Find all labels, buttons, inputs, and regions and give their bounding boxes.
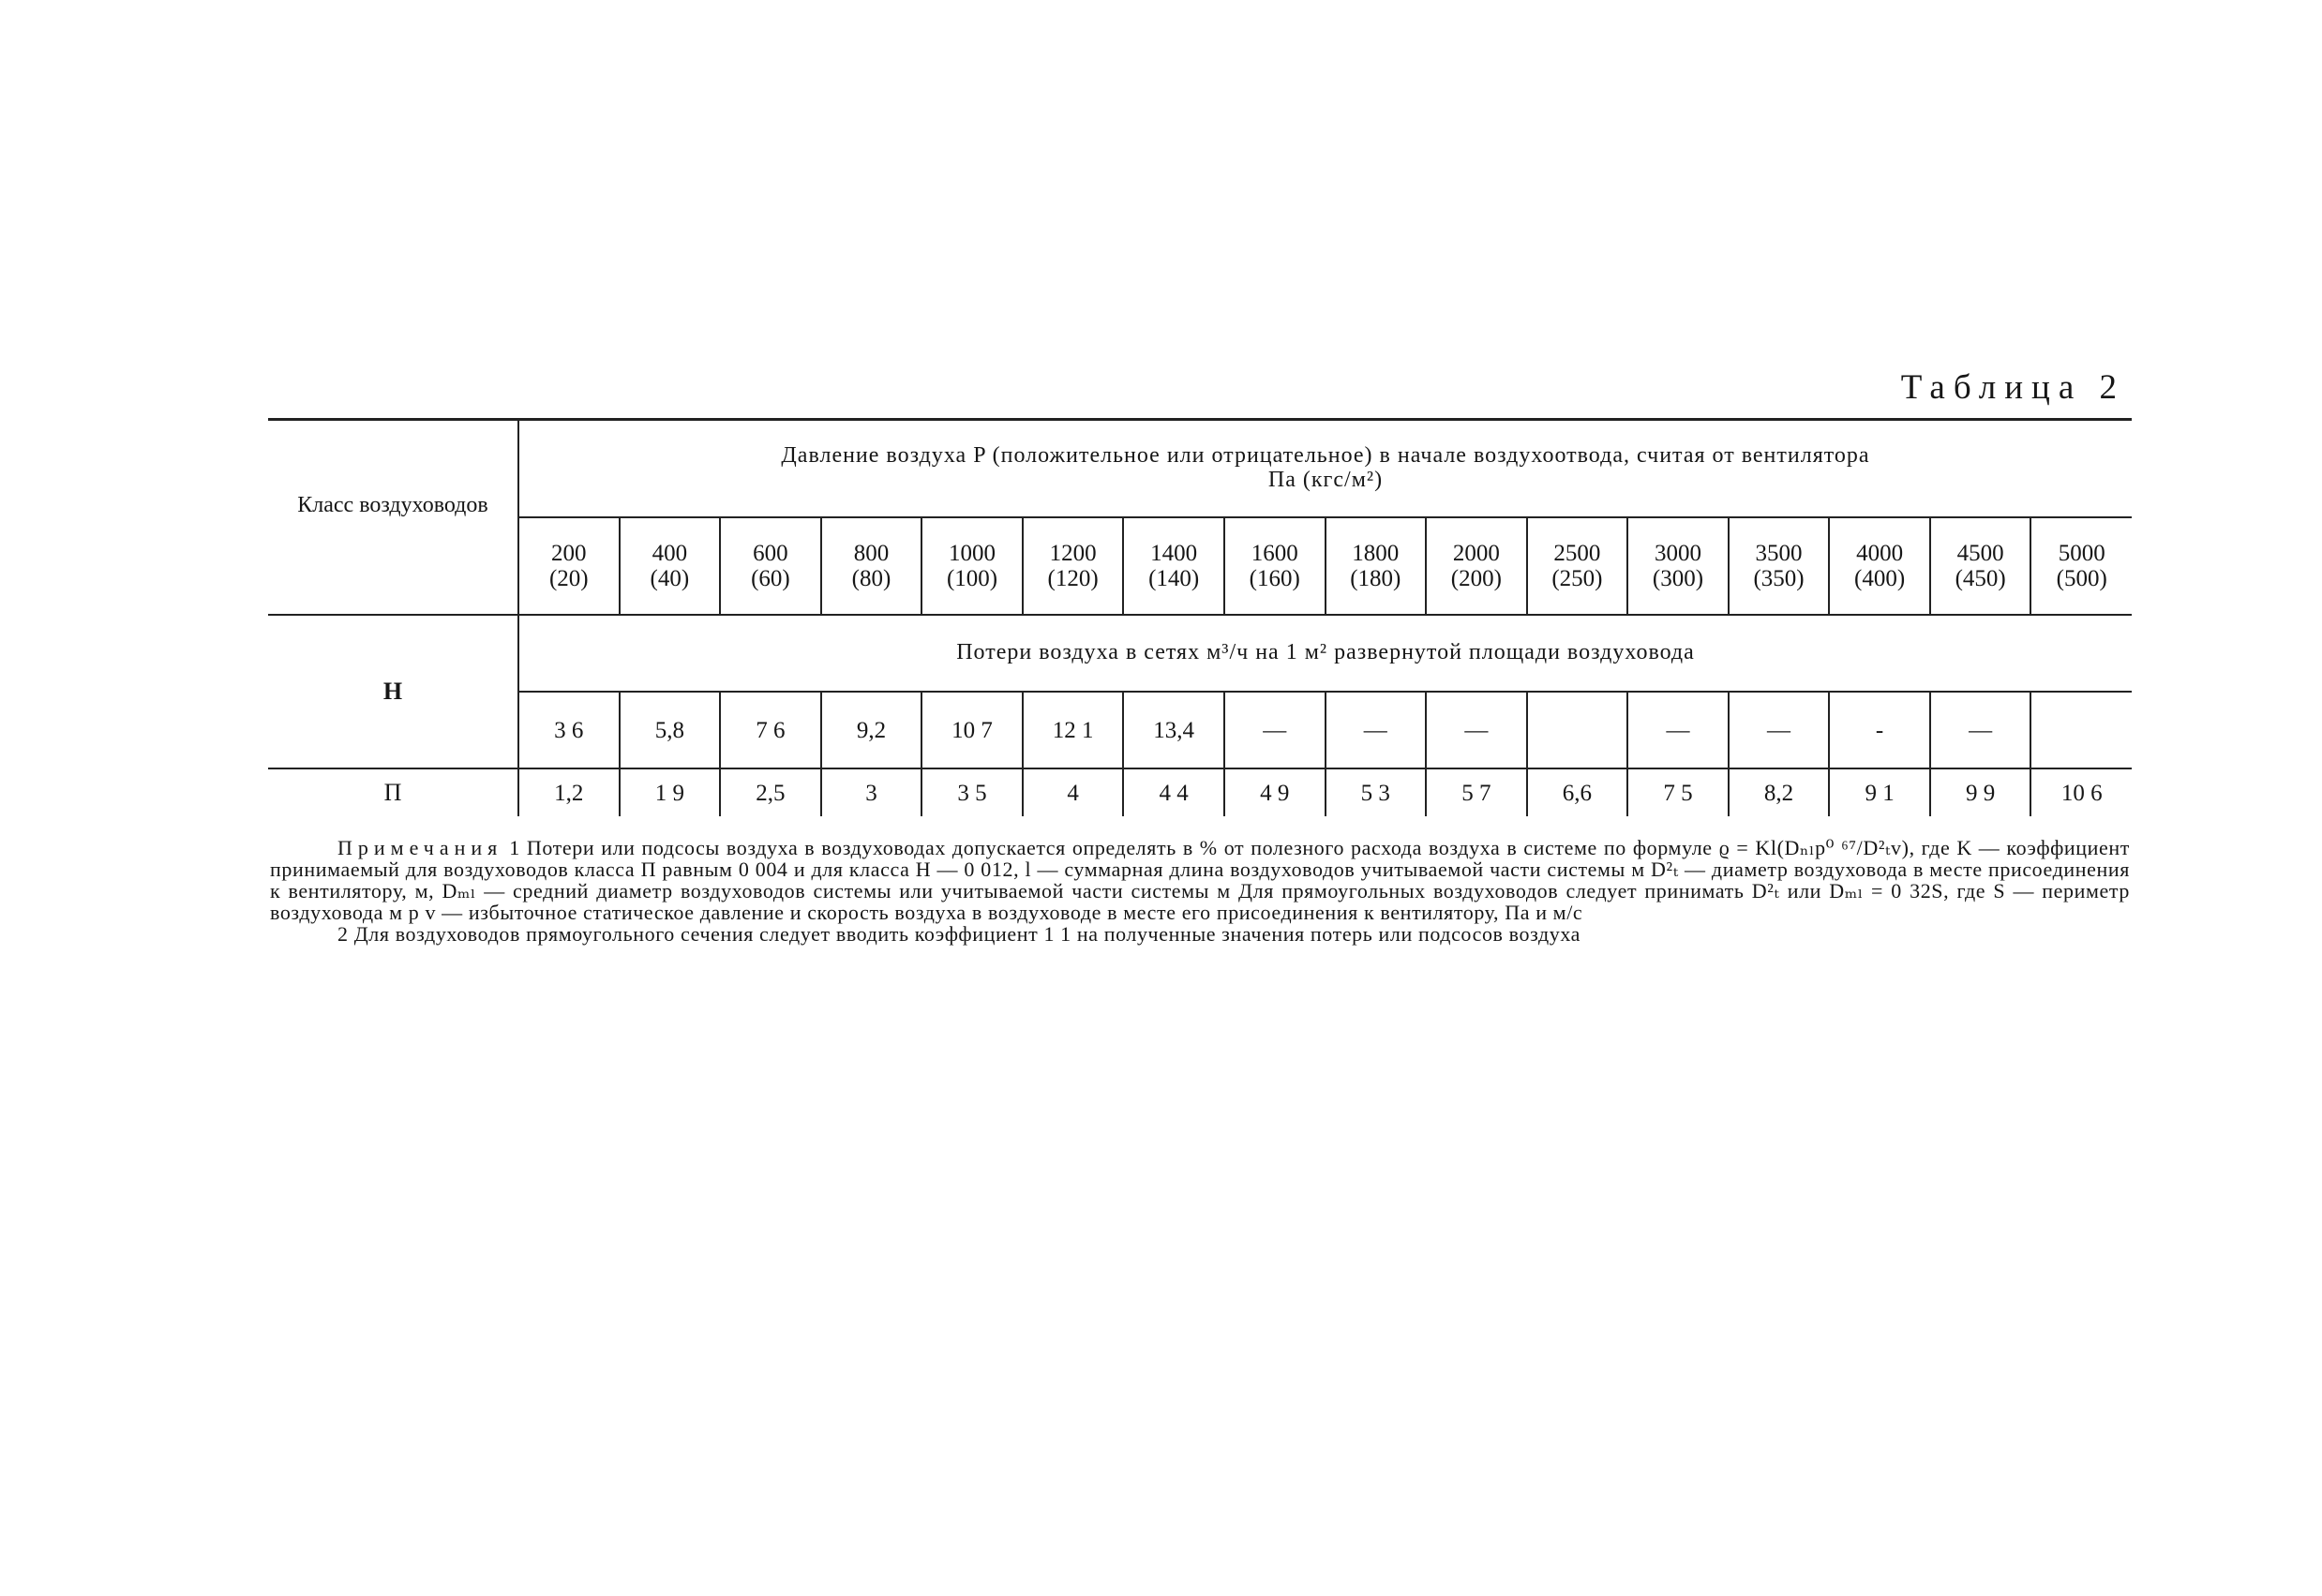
pressure-header: [518, 420, 2132, 518]
header-row-pressure-title: [268, 420, 2132, 518]
table-cell: 3 5: [921, 768, 1023, 816]
table-cell: 3 6: [518, 692, 620, 768]
table-row-class-p: [268, 768, 2132, 816]
table-cell: 9,2: [821, 692, 922, 768]
note-2: 2 Для воздуховодов прямоугольного сечения следует вводить коэффициент 1 1 на полученные значения потерь или подсосов воздуха: [337, 922, 1581, 946]
table-cell: 10 6: [2060, 780, 2103, 806]
table-cell: 9 1: [1829, 768, 1930, 816]
table-cell: 4 9: [1224, 768, 1326, 816]
table-cell: 4 4: [1123, 768, 1224, 816]
table-cell: [2030, 692, 2132, 768]
pressure-cell: [1829, 517, 1930, 615]
pressure-pa: 4000: [1856, 541, 1904, 566]
table-cell: 2,5: [720, 768, 821, 816]
table-cell: 10 7: [921, 692, 1023, 768]
pressure-cell: [1930, 517, 2031, 615]
table-notes: [270, 837, 2130, 945]
table-cell: -: [1829, 692, 1930, 768]
table-cell: —: [1930, 692, 2031, 768]
pressure-cell: [1023, 517, 1124, 615]
table-cell: 1,2: [518, 768, 620, 816]
pressure-cell: [921, 517, 1023, 615]
pressure-cell: [1627, 517, 1729, 615]
pressure-kgf: (250): [1551, 566, 1603, 591]
pressure-pa: 1000: [949, 541, 996, 566]
table-cell: 5,8: [620, 692, 721, 768]
pressure-kgf: (80): [851, 566, 891, 591]
pressure-pa: 3500: [1755, 541, 1803, 566]
table-cell: 12 1: [1023, 692, 1124, 768]
losses-header: Потери воздуха в сетях м³/ч на 1 м² развернутой площади воздуховода: [518, 615, 2132, 692]
table-cell: 3: [821, 768, 922, 816]
class-column-header: Класс воздуховодов: [268, 420, 518, 616]
pressure-cell: [2030, 517, 2132, 615]
note-1-text: 1 Потери или подсосы воздуха в воздуховодах допускается определять в % от полезного расхода воздуха в системе по формуле ϱ = Kl(Dₙₗp⁰ ⁶⁷/D²ₜv), где K — коэффициент принимаемый для воздуховодов класса П равным 0 004 и для класса Н — 0 012, l — суммарная длина воздуховодов учитываемой части системы м D²ₜ — диаметр воздуховода в месте присоединения к вентилятору, м, Dₘₗ — средний диаметр воздуховодов системы или учитываемой части системы м Для прямоугольных воздуховодов следует принимать D²ₜ или Dₘₗ = 0 32S, где S — периметр воздуховода м p v — избыточное статическое давление и скорость воздуха в воздуховоде в месте его присоединения к вентилятору, Па и м/с: [270, 836, 2130, 924]
table-cell: 5 7: [1426, 768, 1527, 816]
losses-title-row: [268, 615, 2132, 692]
pressure-pa: 4500: [1956, 541, 2004, 566]
header-row-pressure-values: [268, 517, 2132, 615]
pressure-cell: [1527, 517, 1628, 615]
pressure-pa: 1200: [1049, 541, 1097, 566]
pressure-pa: 400: [652, 541, 688, 566]
table-cell: 9 9: [1930, 768, 2031, 816]
table-cell: 13,4: [1123, 692, 1224, 768]
table-cell: —: [1426, 692, 1527, 768]
table-cell: 7 5: [1627, 768, 1729, 816]
pressure-pa: 3000: [1654, 541, 1701, 566]
pressure-pa: 200: [551, 541, 587, 566]
pressure-pa: 5000: [2058, 541, 2105, 566]
note-1: [270, 837, 2130, 923]
pressure-kgf: (60): [751, 566, 790, 591]
table-cell: 1 9: [620, 768, 721, 816]
pressure-kgf: (120): [1047, 566, 1099, 591]
class-label-p: П: [268, 768, 518, 816]
notes-heading: Примечания: [337, 836, 503, 859]
pressure-cell: [1426, 517, 1527, 615]
pressure-kgf: (20): [548, 566, 589, 591]
pressure-pa: 1600: [1251, 541, 1298, 566]
pressure-header-line1: Давление воздуха P (положительное или отрицательное) в начале воздухоотвода, считая от вентилятора: [781, 443, 1870, 469]
air-losses-table: [268, 418, 2132, 816]
pressure-pa: 1800: [1352, 541, 1400, 566]
class-label-n: Н: [268, 615, 518, 768]
pressure-kgf: (160): [1249, 566, 1300, 591]
table-cell: —: [1627, 692, 1729, 768]
pressure-cell: [1123, 517, 1224, 615]
pressure-cell: [620, 517, 721, 615]
pressure-kgf: (400): [1854, 566, 1906, 591]
table-row-class-n: [268, 692, 2132, 768]
pressure-header-line2: Па (кгс/м²): [1267, 468, 1384, 492]
table-cell: 8,2: [1729, 768, 1830, 816]
pressure-cell: [1224, 517, 1326, 615]
pressure-kgf: (140): [1148, 566, 1200, 591]
pressure-cell: [518, 517, 620, 615]
table-cell: —: [1326, 692, 1427, 768]
table-cell: 6,6: [1527, 768, 1628, 816]
table-cell: 7 6: [720, 692, 821, 768]
pressure-pa: 600: [753, 541, 788, 566]
pressure-cell: [821, 517, 922, 615]
pressure-kgf: (100): [946, 566, 998, 591]
pressure-cell: [720, 517, 821, 615]
pressure-kgf: (40): [650, 566, 690, 591]
table-cell: 5 3: [1326, 768, 1427, 816]
pressure-kgf: (200): [1450, 566, 1502, 591]
pressure-pa: 1400: [1150, 541, 1198, 566]
table-caption: Таблица 2: [1900, 368, 2125, 407]
pressure-pa: 2000: [1452, 541, 1500, 566]
pressure-kgf: (450): [1955, 566, 2006, 591]
table-cell: —: [1729, 692, 1830, 768]
pressure-pa: 800: [853, 541, 890, 566]
pressure-pa: 2500: [1553, 541, 1601, 566]
pressure-cell: [1729, 517, 1830, 615]
table-cell: [1527, 692, 1628, 768]
table-cell: —: [1224, 692, 1326, 768]
pressure-kgf: (500): [2056, 566, 2107, 591]
pressure-kgf: (180): [1350, 566, 1401, 591]
pressure-cell: [1326, 517, 1427, 615]
pressure-kgf: (300): [1652, 566, 1704, 591]
table-cell: 4: [1023, 768, 1124, 816]
pressure-kgf: (350): [1753, 566, 1805, 591]
